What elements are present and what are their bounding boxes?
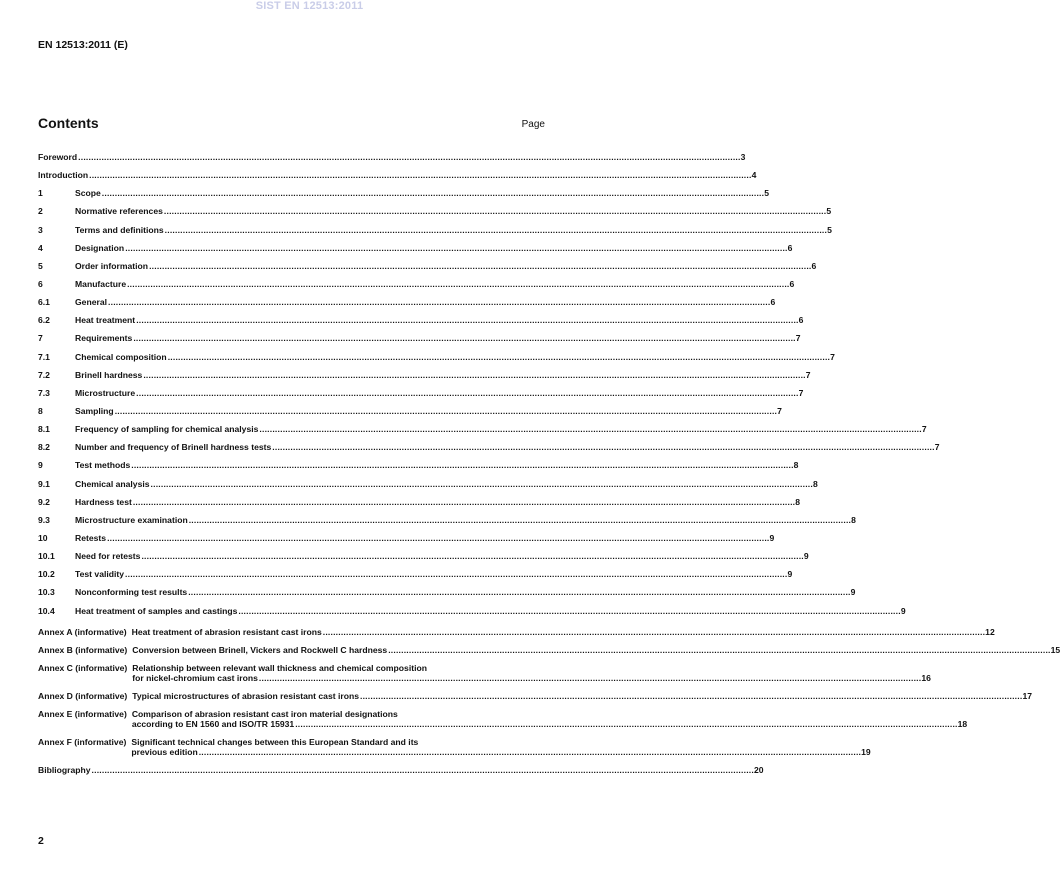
toc-entry-page: 7 — [805, 369, 811, 380]
toc-entry[interactable] — [38, 442, 940, 460]
toc-entry-number: 2 — [38, 206, 43, 217]
dot-leader — [143, 370, 805, 380]
toc-entry-number: 10.1 — [38, 551, 55, 562]
dot-leader — [102, 188, 764, 198]
toc-entry[interactable] — [38, 587, 856, 605]
toc-entry[interactable] — [38, 405, 782, 424]
dot-leader — [360, 691, 1022, 701]
toc-entry[interactable] — [38, 514, 856, 533]
toc-annex-entry[interactable] — [38, 644, 1060, 655]
toc-entry-title: Nonconforming test results — [75, 587, 188, 598]
toc-entry[interactable] — [38, 569, 793, 587]
annex-page: 18 — [957, 718, 968, 729]
toc-entry-title: Chemical analysis — [75, 478, 150, 489]
toc-annex-entry[interactable] — [38, 626, 995, 637]
page-column-label: Page — [521, 119, 545, 130]
toc-entry-page: 6 — [789, 278, 795, 289]
dot-leader — [164, 206, 826, 216]
dot-leader — [189, 515, 851, 525]
dot-leader — [388, 645, 1050, 655]
dot-leader — [125, 243, 787, 253]
toc-entry-number: 9.1 — [38, 478, 50, 489]
toc-entry-page: 5 — [827, 224, 832, 235]
toc-entry-page: 5 — [764, 188, 770, 199]
toc-entry-page: 7 — [921, 424, 927, 435]
toc-entry[interactable] — [38, 605, 906, 624]
toc-entry-bibliography[interactable] — [38, 764, 764, 783]
dot-leader — [133, 333, 795, 343]
dot-leader — [108, 297, 770, 307]
annex-prefix: Annex B (informative) — [38, 644, 128, 655]
watermark: SIST EN 12513:2011 — [255, 0, 364, 12]
annex-page: 16 — [921, 672, 931, 683]
toc-annex-entry[interactable] — [38, 690, 1032, 701]
toc-entry[interactable] — [38, 551, 809, 569]
toc-entry-title: Test methods — [75, 460, 131, 471]
document-header: EN 12513:2011 (E) — [38, 39, 128, 51]
toc-entry-number: 8.1 — [38, 424, 50, 435]
toc-entry-title: Need for retests — [75, 551, 141, 562]
toc-entry-page: 9 — [900, 605, 906, 616]
annex-page: 12 — [985, 626, 995, 637]
annex-page: 19 — [861, 746, 871, 757]
toc-entry[interactable] — [38, 297, 776, 315]
annex-title: Heat treatment of abrasion resistant cast irons — [131, 626, 322, 637]
dot-leader — [168, 352, 830, 362]
dot-leader — [295, 719, 957, 729]
toc-entry-title: Foreword — [38, 152, 78, 162]
toc-entry-page: 8 — [795, 496, 801, 507]
annex-title: Typical microstructures of abrasion resistant cast irons — [132, 690, 359, 701]
toc-entry-title: Microstructure examination — [75, 514, 188, 525]
annex-page: 15 — [1050, 644, 1060, 655]
toc-entry-number: 9.3 — [38, 514, 50, 525]
toc-entry[interactable] — [38, 188, 770, 206]
dot-leader — [141, 551, 803, 561]
toc-entry-page: 9 — [850, 587, 856, 598]
toc-entry-page: 7 — [777, 405, 782, 416]
dot-leader — [115, 406, 777, 416]
dot-leader — [89, 170, 751, 180]
dot-leader — [125, 569, 787, 579]
contents-title: Contents — [38, 115, 99, 131]
toc-entry[interactable] — [38, 170, 757, 188]
toc-entry-page: 9 — [787, 569, 793, 580]
toc-entry[interactable] — [38, 315, 804, 333]
toc-annex-entry[interactable] — [38, 662, 931, 683]
toc-entry-number: 8 — [38, 405, 43, 416]
annex-prefix: Annex D (informative) — [38, 690, 128, 701]
toc-entry-title: Chemical composition — [75, 351, 167, 362]
toc-entry-page: 8 — [851, 514, 856, 525]
toc-entry-title: Sampling — [75, 405, 114, 416]
toc-entry-page: 20 — [753, 764, 764, 775]
toc-entry-number: 4 — [38, 242, 43, 253]
annex-prefix: Annex A (informative) — [38, 626, 127, 637]
annex-body — [132, 709, 967, 729]
dot-leader — [133, 497, 795, 507]
dot-leader — [131, 460, 793, 470]
toc-entry[interactable] — [38, 152, 746, 170]
toc-entry-page: 7 — [934, 442, 940, 453]
dot-leader — [199, 747, 861, 757]
toc-entry-title: Requirements — [75, 333, 133, 344]
annex-title: Conversion between Brinell, Vickers and Rockwell C hardness — [132, 644, 388, 655]
toc-entry-number: 6.1 — [38, 297, 50, 308]
toc-annex-entry[interactable] — [38, 708, 968, 729]
dot-leader — [78, 152, 740, 162]
annex-title-continued — [132, 673, 931, 683]
toc-entry-page: 6 — [770, 297, 776, 308]
toc-entry-title: Terms and definitions — [75, 224, 164, 235]
toc-entry-title: Frequency of sampling for chemical analysis — [75, 424, 259, 435]
annex-page: 17 — [1022, 690, 1032, 701]
toc-entry-number: 10.2 — [38, 569, 55, 580]
annex-prefix: Annex E (informative) — [38, 708, 127, 719]
dot-leader — [165, 225, 827, 235]
toc-entry-page: 5 — [826, 206, 832, 217]
toc-entry-page: 6 — [811, 260, 817, 271]
toc-entry-number: 6.2 — [38, 315, 50, 326]
toc-entry[interactable] — [38, 387, 804, 406]
table-of-contents — [38, 152, 1060, 783]
annex-title: Comparison of abrasion resistant cast iron material designations — [131, 708, 398, 719]
toc-entry-title: General — [75, 297, 108, 308]
page-number: 2 — [38, 835, 44, 847]
toc-entry[interactable] — [38, 260, 817, 279]
toc-entry-page: 3 — [740, 152, 746, 162]
toc-entry-title: Bibliography — [38, 764, 91, 775]
dot-leader — [323, 627, 985, 637]
toc-entry-title: Hardness test — [75, 496, 132, 507]
toc-entry-page: 9 — [769, 532, 775, 543]
toc-entry-title: Scope — [75, 188, 101, 199]
toc-entry-number: 3 — [38, 224, 43, 235]
toc-entry-title: Retests — [75, 532, 107, 543]
annex-title-line2: previous edition — [131, 746, 198, 757]
dot-leader — [107, 533, 769, 543]
dot-leader — [188, 587, 850, 597]
toc-entry-title: Microstructure — [75, 387, 136, 398]
toc-entry-title: Designation — [75, 242, 125, 253]
toc-entry-page: 4 — [751, 170, 757, 181]
toc-entry-number: 10.3 — [38, 587, 55, 598]
toc-entry-page: 8 — [793, 460, 799, 471]
dot-leader — [127, 279, 789, 289]
toc-entry-number: 7 — [38, 333, 43, 344]
toc-entry-number: 10.4 — [38, 605, 55, 616]
toc-entry-title: Number and frequency of Brinell hardness tests — [75, 442, 272, 453]
toc-entry[interactable] — [38, 206, 832, 224]
toc-entry[interactable] — [38, 242, 793, 261]
toc-entry-page: 6 — [798, 315, 804, 326]
dot-leader — [149, 261, 811, 271]
annex-title: Significant technical changes between this European Standard and its — [131, 736, 419, 747]
dot-leader — [136, 315, 798, 325]
annex-title-continued — [132, 719, 967, 729]
dot-leader — [136, 388, 798, 398]
dot-leader — [272, 442, 934, 452]
toc-entry-title: Brinell hardness — [75, 369, 143, 380]
toc-annex-entry[interactable] — [38, 736, 871, 757]
annex-title: Relationship between relevant wall thickness and chemical composition — [132, 662, 427, 673]
dot-leader — [238, 606, 900, 616]
toc-entry-title: Manufacture — [75, 278, 127, 289]
toc-entry[interactable] — [38, 278, 795, 297]
dot-leader — [92, 765, 754, 775]
toc-entry-title: Test validity — [75, 569, 125, 580]
toc-entry-number: 7.2 — [38, 369, 50, 380]
toc-entry-page: 7 — [795, 333, 801, 344]
toc-entry-number: 7.3 — [38, 387, 50, 398]
toc-entry-number: 6 — [38, 278, 43, 289]
toc-entry[interactable] — [38, 496, 801, 515]
toc-entry[interactable] — [38, 424, 927, 442]
toc-entry-page: 7 — [830, 351, 835, 362]
toc-entry-number: 7.1 — [38, 351, 50, 362]
annex-title-continued — [131, 747, 870, 757]
toc-entry-number: 5 — [38, 260, 43, 271]
toc-entry-page: 8 — [812, 478, 818, 489]
toc-entry[interactable] — [38, 351, 835, 370]
toc-entry[interactable] — [38, 532, 775, 551]
toc-entry-title: Introduction — [38, 170, 89, 181]
dot-leader — [259, 424, 921, 434]
toc-entry-number: 8.2 — [38, 442, 50, 453]
toc-entry-number: 10 — [38, 532, 48, 543]
toc-entry-title: Heat treatment — [75, 315, 136, 326]
annex-prefix: Annex C (informative) — [38, 662, 128, 673]
dot-leader — [259, 673, 921, 683]
annex-body — [131, 737, 870, 757]
annex-prefix: Annex F (informative) — [38, 736, 127, 747]
annex-title-line2: according to EN 1560 and ISO/TR 15931 — [131, 718, 295, 729]
annex-title-line2: for nickel-chromium cast irons — [132, 672, 258, 683]
toc-entry-page: 9 — [803, 551, 809, 562]
toc-entry-number: 9 — [38, 460, 43, 471]
toc-entry-number: 1 — [38, 188, 43, 199]
toc-entry[interactable] — [38, 333, 801, 351]
annex-body — [132, 663, 931, 683]
toc-entry-number: 9.2 — [38, 496, 50, 507]
toc-entry[interactable] — [38, 478, 818, 497]
dot-leader — [151, 479, 813, 489]
toc-entry-title: Heat treatment of samples and castings — [75, 605, 238, 616]
toc-entry[interactable] — [38, 224, 832, 243]
toc-entry-page: 6 — [787, 242, 793, 253]
toc-entry[interactable] — [38, 460, 799, 478]
toc-entry[interactable] — [38, 369, 811, 388]
toc-entry-title: Order information — [75, 260, 149, 271]
toc-entry-title: Normative references — [75, 206, 163, 217]
toc-entry-page: 7 — [798, 387, 804, 398]
